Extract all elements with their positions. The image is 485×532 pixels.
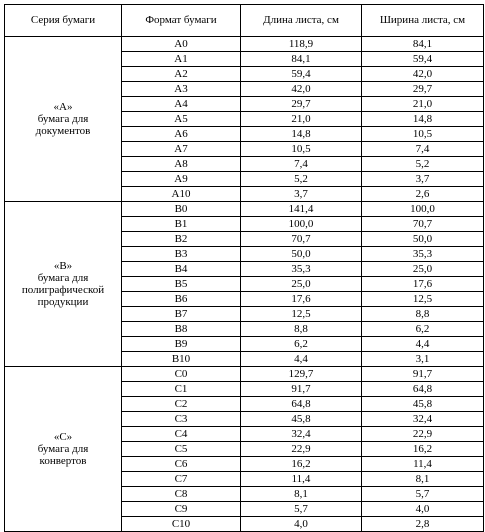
- width-cell: 35,3: [362, 247, 484, 262]
- width-cell: 84,1: [362, 37, 484, 52]
- series-label-line: продукции: [37, 296, 89, 308]
- width-cell: 42,0: [362, 67, 484, 82]
- format-cell: В7: [122, 307, 241, 322]
- table-body: [5, 37, 484, 532]
- length-cell: 29,7: [241, 97, 362, 112]
- width-cell: 5,7: [362, 487, 484, 502]
- format-cell: С0: [122, 367, 241, 382]
- table-row: [5, 202, 484, 217]
- length-cell: 91,7: [241, 382, 362, 397]
- header-row: [5, 5, 484, 37]
- format-cell: В9: [122, 337, 241, 352]
- series-label-line: бумага для: [37, 272, 89, 284]
- length-cell: 32,4: [241, 427, 362, 442]
- header-width: Ширина листа, см: [362, 5, 484, 37]
- series-label-line: конвертов: [39, 455, 87, 467]
- series-label-line: бумага для: [37, 113, 89, 125]
- format-cell: В0: [122, 202, 241, 217]
- width-cell: 3,1: [362, 352, 484, 367]
- length-cell: 129,7: [241, 367, 362, 382]
- length-cell: 141,4: [241, 202, 362, 217]
- length-cell: 16,2: [241, 457, 362, 472]
- width-cell: 59,4: [362, 52, 484, 67]
- header-length: Длина листа, см: [241, 5, 362, 37]
- series-cell: [5, 37, 122, 202]
- series-label-line: бумага для: [37, 443, 89, 455]
- format-cell: С1: [122, 382, 241, 397]
- format-cell: А5: [122, 112, 241, 127]
- format-cell: В1: [122, 217, 241, 232]
- width-cell: 10,5: [362, 127, 484, 142]
- length-cell: 25,0: [241, 277, 362, 292]
- series-cell: [5, 367, 122, 532]
- format-cell: А4: [122, 97, 241, 112]
- length-cell: 64,8: [241, 397, 362, 412]
- length-cell: 14,8: [241, 127, 362, 142]
- paper-formats-table: [4, 4, 484, 532]
- width-cell: 17,6: [362, 277, 484, 292]
- length-cell: 84,1: [241, 52, 362, 67]
- width-cell: 2,8: [362, 517, 484, 532]
- length-cell: 7,4: [241, 157, 362, 172]
- format-cell: А9: [122, 172, 241, 187]
- width-cell: 50,0: [362, 232, 484, 247]
- header-series: Серия бумаги: [5, 5, 122, 37]
- series-label-line: «С»: [53, 431, 73, 443]
- header-format: Формат бумаги: [122, 5, 241, 37]
- length-cell: 4,0: [241, 517, 362, 532]
- length-cell: 5,2: [241, 172, 362, 187]
- format-cell: С6: [122, 457, 241, 472]
- series-label-line: документов: [35, 125, 91, 137]
- width-cell: 64,8: [362, 382, 484, 397]
- length-cell: 100,0: [241, 217, 362, 232]
- format-cell: В4: [122, 262, 241, 277]
- length-cell: 6,2: [241, 337, 362, 352]
- format-cell: С7: [122, 472, 241, 487]
- width-cell: 91,7: [362, 367, 484, 382]
- format-cell: А1: [122, 52, 241, 67]
- format-cell: С2: [122, 397, 241, 412]
- width-cell: 5,2: [362, 157, 484, 172]
- width-cell: 32,4: [362, 412, 484, 427]
- length-cell: 10,5: [241, 142, 362, 157]
- length-cell: 5,7: [241, 502, 362, 517]
- format-cell: А3: [122, 82, 241, 97]
- length-cell: 22,9: [241, 442, 362, 457]
- width-cell: 25,0: [362, 262, 484, 277]
- length-cell: 21,0: [241, 112, 362, 127]
- format-cell: С3: [122, 412, 241, 427]
- format-cell: В8: [122, 322, 241, 337]
- table-row: [5, 367, 484, 382]
- width-cell: 4,4: [362, 337, 484, 352]
- width-cell: 4,0: [362, 502, 484, 517]
- width-cell: 2,6: [362, 187, 484, 202]
- series-label-line: «В»: [53, 260, 73, 272]
- length-cell: 70,7: [241, 232, 362, 247]
- format-cell: А10: [122, 187, 241, 202]
- length-cell: 3,7: [241, 187, 362, 202]
- width-cell: 21,0: [362, 97, 484, 112]
- length-cell: 8,8: [241, 322, 362, 337]
- width-cell: 100,0: [362, 202, 484, 217]
- width-cell: 16,2: [362, 442, 484, 457]
- width-cell: 29,7: [362, 82, 484, 97]
- width-cell: 14,8: [362, 112, 484, 127]
- length-cell: 35,3: [241, 262, 362, 277]
- format-cell: С10: [122, 517, 241, 532]
- length-cell: 50,0: [241, 247, 362, 262]
- width-cell: 7,4: [362, 142, 484, 157]
- series-label-line: полиграфической: [21, 284, 105, 296]
- length-cell: 59,4: [241, 67, 362, 82]
- table-row: [5, 37, 484, 52]
- width-cell: 22,9: [362, 427, 484, 442]
- width-cell: 6,2: [362, 322, 484, 337]
- format-cell: А0: [122, 37, 241, 52]
- length-cell: 11,4: [241, 472, 362, 487]
- format-cell: В6: [122, 292, 241, 307]
- width-cell: 8,1: [362, 472, 484, 487]
- length-cell: 118,9: [241, 37, 362, 52]
- length-cell: 4,4: [241, 352, 362, 367]
- width-cell: 70,7: [362, 217, 484, 232]
- series-cell: [5, 202, 122, 367]
- format-cell: В2: [122, 232, 241, 247]
- format-cell: В10: [122, 352, 241, 367]
- width-cell: 11,4: [362, 457, 484, 472]
- table-header: [5, 5, 484, 37]
- format-cell: А6: [122, 127, 241, 142]
- length-cell: 12,5: [241, 307, 362, 322]
- width-cell: 3,7: [362, 172, 484, 187]
- format-cell: В5: [122, 277, 241, 292]
- format-cell: В3: [122, 247, 241, 262]
- format-cell: С4: [122, 427, 241, 442]
- length-cell: 42,0: [241, 82, 362, 97]
- series-label-line: «А»: [53, 101, 73, 113]
- width-cell: 12,5: [362, 292, 484, 307]
- width-cell: 45,8: [362, 397, 484, 412]
- length-cell: 45,8: [241, 412, 362, 427]
- width-cell: 8,8: [362, 307, 484, 322]
- format-cell: А7: [122, 142, 241, 157]
- length-cell: 17,6: [241, 292, 362, 307]
- format-cell: С5: [122, 442, 241, 457]
- length-cell: 8,1: [241, 487, 362, 502]
- format-cell: А8: [122, 157, 241, 172]
- format-cell: С9: [122, 502, 241, 517]
- format-cell: С8: [122, 487, 241, 502]
- format-cell: А2: [122, 67, 241, 82]
